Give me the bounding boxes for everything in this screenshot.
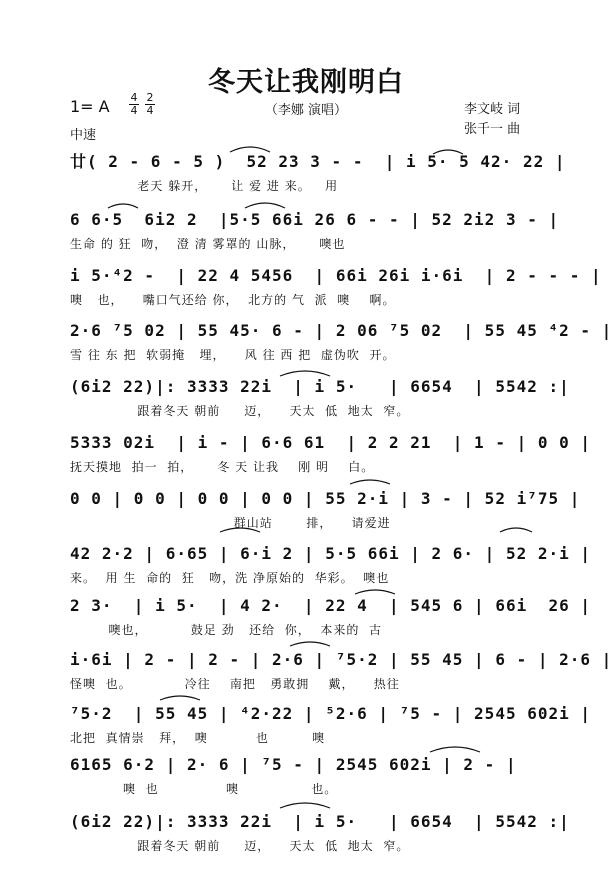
page-title: 冬天让我刚明白 xyxy=(208,67,404,98)
lyric-line: 生命 的 狂 吻， 澄 清 雾罩的 山脉， 噢也 xyxy=(70,237,346,251)
notation-line: (6i2 22)|: 3333 22i | i 5· | 6654 | 5542 :| xyxy=(70,377,570,396)
lyric-line: 北把 真情崇 拜， 噢 也 噢 xyxy=(70,731,326,745)
score-row xyxy=(70,544,610,604)
lyric-line: 跟着冬天 朝前 迈， 天太 低 地太 窄。 xyxy=(70,404,410,418)
score-row xyxy=(70,650,610,710)
notation-line: 2 3· | i 5· | 4 2· | 22 4 | 545 6 | 66i 26 | xyxy=(70,596,592,615)
lyric-line: 噢也， 鼓足 劲 还给 你， 本来的 古 xyxy=(70,623,382,637)
lyric-line: 雪 往 东 把 软弱掩 埋， 风 往 西 把 虚伪吹 开。 xyxy=(70,348,396,362)
notation-line: 6165 6·2 | 2· 6 | ⁷5 - | 2545 602i | 2 - | xyxy=(70,755,517,774)
composer-credit: 张千一 曲 xyxy=(464,122,521,137)
notation-line: i 5·⁴2 - | 22 4 5456 | 66i 26i i·6i | 2 - - - | xyxy=(70,266,602,285)
time-signature-4-4 xyxy=(128,92,140,117)
time-signature-2-4 xyxy=(144,92,156,117)
lyric-line: 来。 用 生 命的 狂 吻，洗 净原始的 华彩。 噢也 xyxy=(70,571,390,585)
score-row xyxy=(70,152,610,212)
notation-line: 2·6 ⁷5 02 | 55 45· 6 - | 2 06 ⁷5 02 | 55 45 ⁴2 - | xyxy=(70,321,612,340)
score-row xyxy=(70,377,610,437)
notation-line: i·6i | 2 - | 2 - | 2·6 | ⁷5·2 | 55 45 | 6 - | 2·6 | xyxy=(70,650,612,669)
score-row xyxy=(70,812,610,872)
score-row xyxy=(70,433,610,493)
lyric-line: 噢 也 噢 也。 xyxy=(70,782,338,796)
score-row xyxy=(70,321,610,381)
score-row xyxy=(70,266,610,326)
lyric-line: 群山站 排， 请爱进 xyxy=(70,516,391,530)
score-row xyxy=(70,489,610,549)
notation-line: 6 6·5 6i2 2 |5·5 66i 26 6 - - | 52 2i2 3 - | xyxy=(70,210,560,229)
time-sig-top: 2 xyxy=(146,91,154,104)
tempo-marking: 中速 xyxy=(70,128,97,143)
time-sig-bottom: 4 xyxy=(146,104,154,117)
score-row xyxy=(70,596,610,656)
notation-line: 廿( 2 - 6 - 5 ) 52 23 3 - - | i 5· 5 42· 22 | xyxy=(70,152,566,171)
singer-credit: （李娜 演唱） xyxy=(264,103,348,118)
notation-line: (6i2 22)|: 3333 22i | i 5· | 6654 | 5542 :| xyxy=(70,812,570,831)
key-signature: 1= A xyxy=(70,97,110,116)
time-sig-bottom: 4 xyxy=(130,104,138,117)
notation-line: 42 2·2 | 6·65 | 6·i 2 | 5·5 66i | 2 6· | 52 2·i | xyxy=(70,544,592,563)
notation-line: ⁷5·2 | 55 45 | ⁴2·22 | ⁵2·6 | ⁷5 - | 2545 602i | xyxy=(70,704,592,723)
lyric-line: 抚天摸地 拍一 拍， 冬 天 让我 刚 明 白。 xyxy=(70,460,375,474)
lyric-line: 怪噢 也。 冷往 南把 勇敢拥 戴， 热往 xyxy=(70,677,400,691)
lyric-line: 跟着冬天 朝前 迈， 天太 低 地太 窄。 xyxy=(70,839,410,853)
time-sig-top: 4 xyxy=(130,91,138,104)
lyric-line: 噢 也， 嘴口气还给 你， 北方的 气 派 噢 啊。 xyxy=(70,293,396,307)
notation-line: 5333 02i | i - | 6·6 61 | 2 2 21 | 1 - | 0 0 | xyxy=(70,433,592,452)
lyric-line: 老天 躲开， 让 爱 进 来。 用 xyxy=(70,179,339,193)
score-row xyxy=(70,210,610,270)
lyricist-credit: 李文岐 词 xyxy=(464,102,521,117)
score-row xyxy=(70,755,610,815)
notation-line: 0 0 | 0 0 | 0 0 | 0 0 | 55 2·i | 3 - | 52 i⁷75 | xyxy=(70,489,581,508)
